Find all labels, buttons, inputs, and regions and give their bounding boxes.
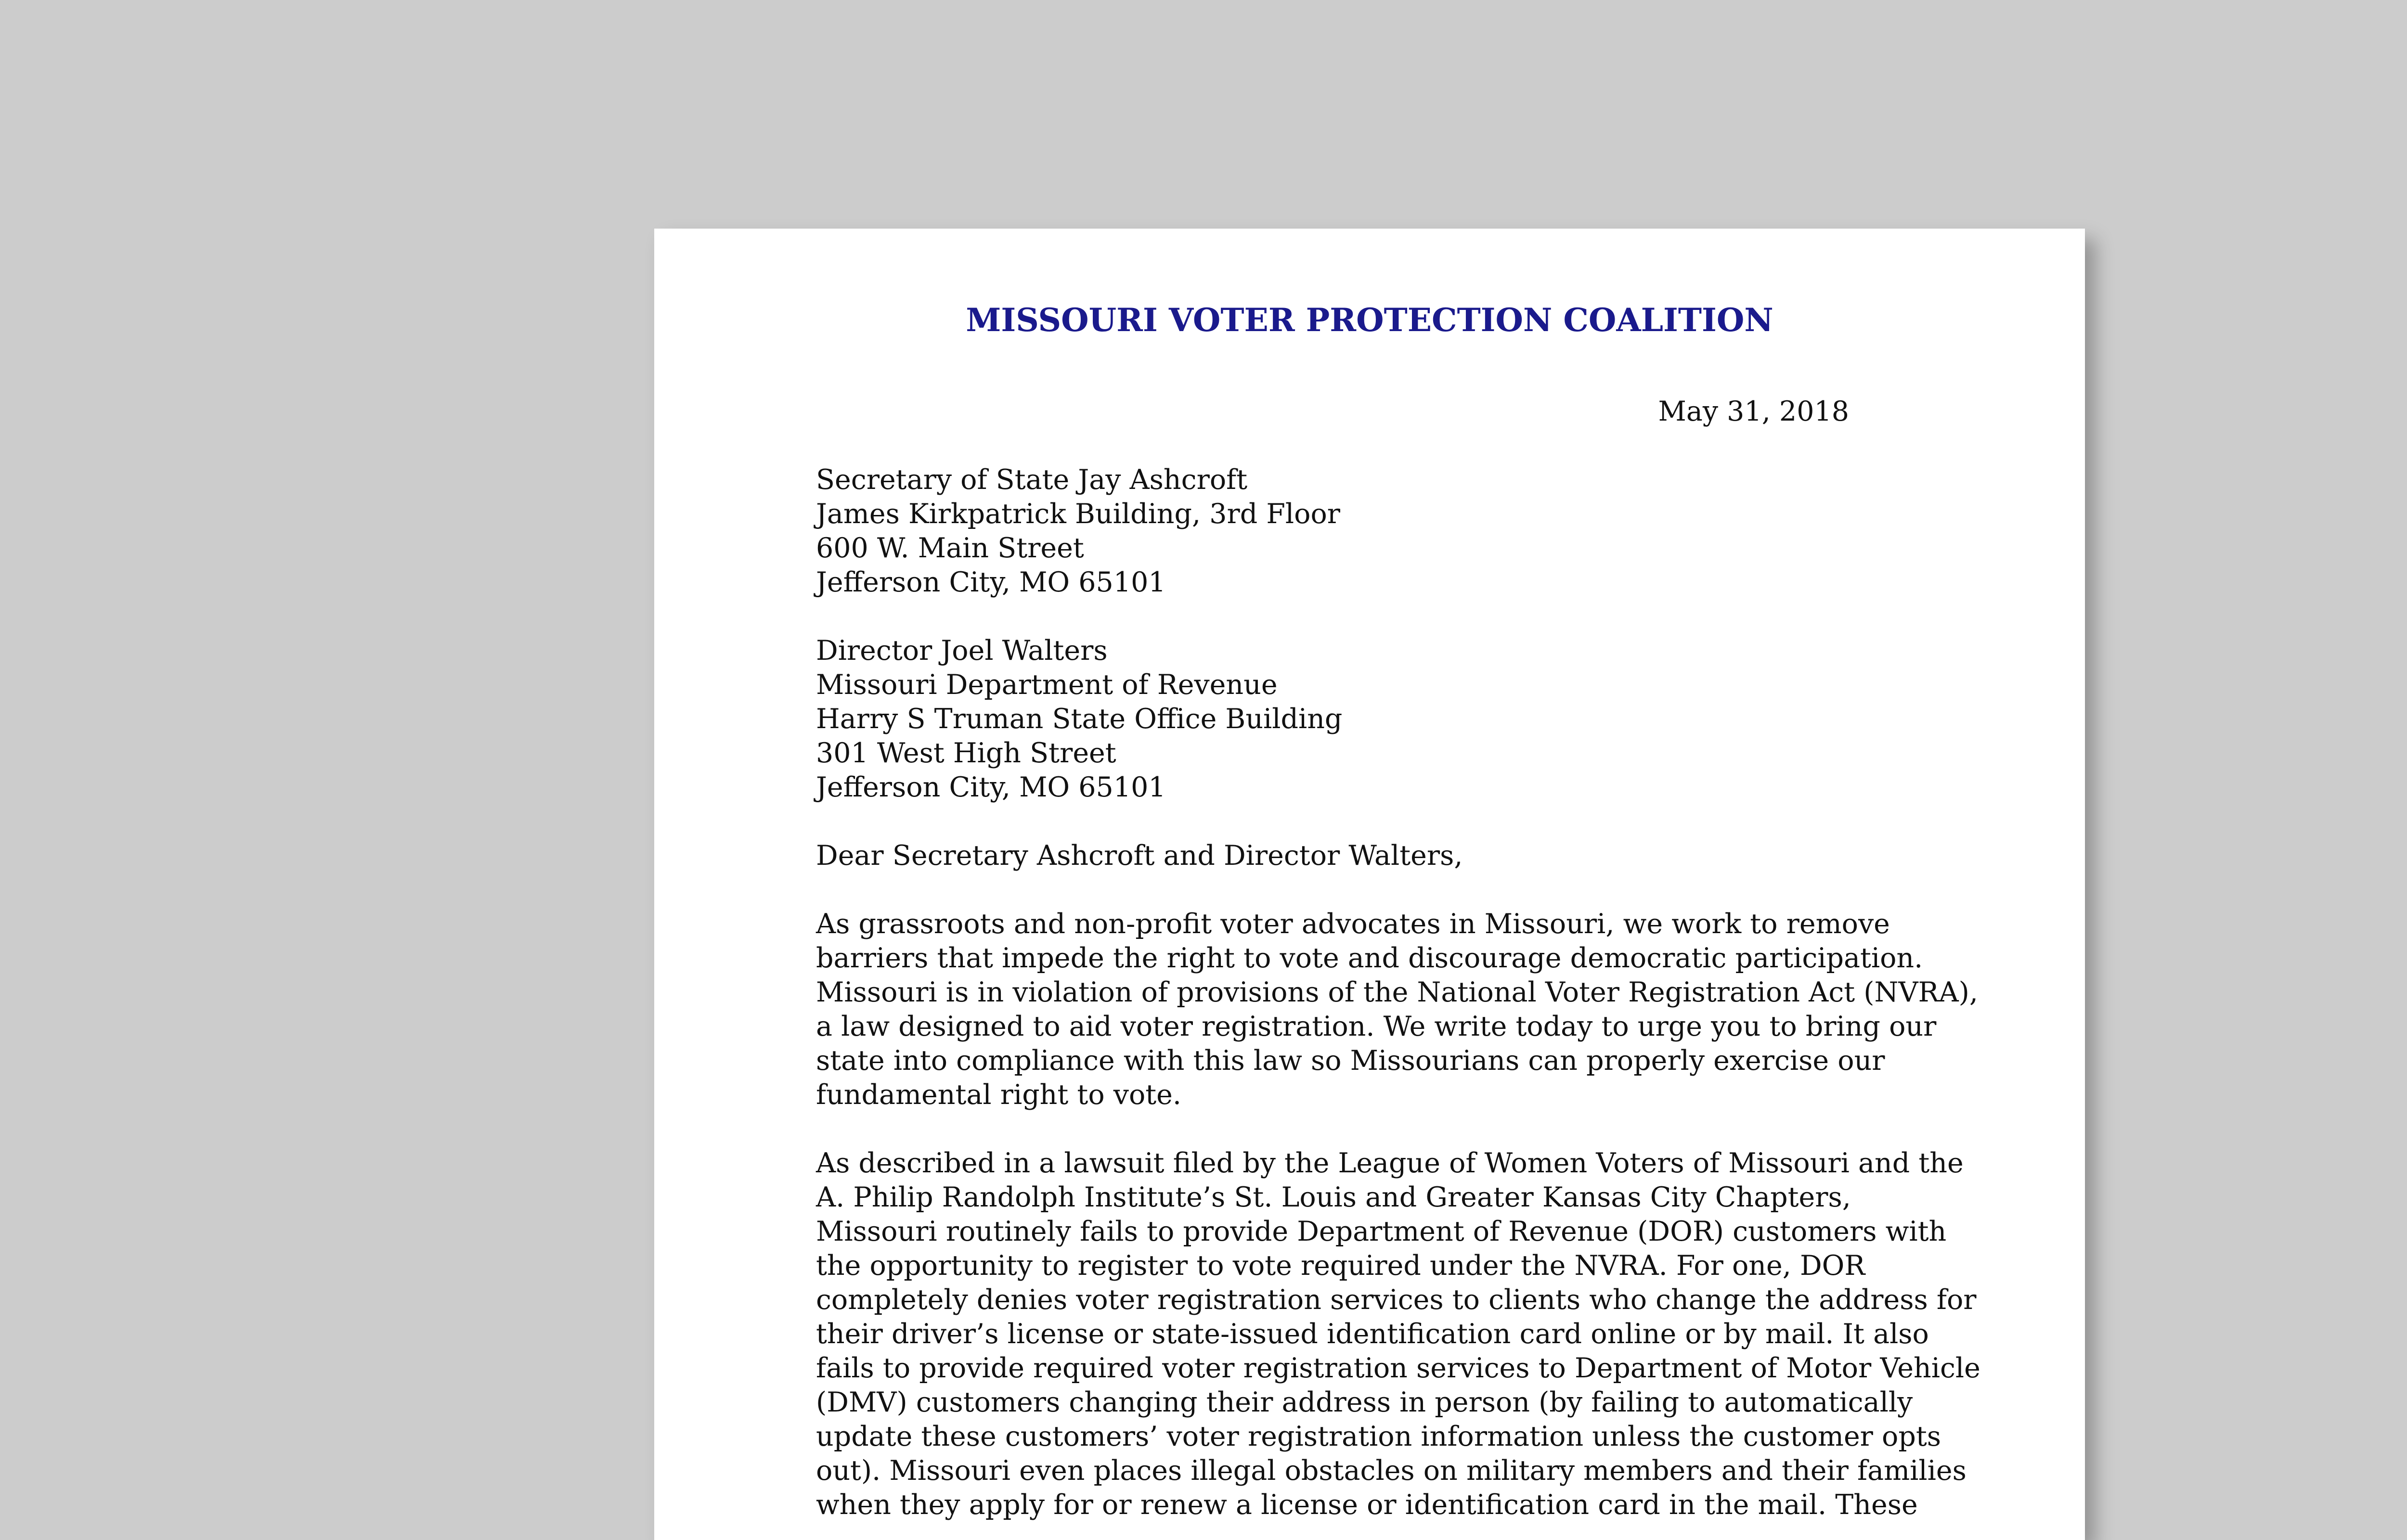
address-line: Harry S Truman State Office Building [816,703,1343,735]
address-line: Jefferson City, MO 65101 [816,771,1166,803]
salutation [816,839,1971,873]
paragraph-lawsuit [816,1146,1980,1522]
salutation-text: Dear Secretary Ashcroft and Director Walters, [816,840,1463,872]
paragraph-line: a law designed to aid voter registration. We write today to urge you to bring our [816,1011,1937,1042]
paragraph-line: barriers that impede the right to vote and discourage democratic participation. [816,942,1923,974]
recipient-address-ashcroft [816,463,1971,600]
paragraph-intro [816,907,1978,1112]
address-line: Jefferson City, MO 65101 [816,566,1166,598]
address-line: Secretary of State Jay Ashcroft [816,464,1248,496]
paragraph-line: As grassroots and non-profit voter advocates in Missouri, we work to remove [816,908,1890,940]
letter-page [654,229,2085,1540]
paragraph-line: completely denies voter registration services to clients who change the address for [816,1284,1977,1316]
letter-date: May 31, 2018 [1658,396,1849,427]
paragraph-line: their driver’s license or state-issued identification card online or by mail. It also [816,1318,1929,1350]
paragraph-line: fails to provide required voter registration services to Department of Motor Vehicle [816,1352,1980,1384]
address-line: James Kirkpatrick Building, 3rd Floor [816,498,1341,530]
paragraph-line: As described in a lawsuit filed by the League of Women Voters of Missouri and the [816,1147,1964,1179]
paragraph-line: Missouri routinely fails to provide Department of Revenue (DOR) customers with [816,1216,1947,1247]
address-line: Director Joel Walters [816,635,1108,667]
letterhead-title: MISSOURI VOTER PROTECTION COALITION [966,301,1773,339]
paragraph-line: fundamental right to vote. [816,1079,1182,1111]
paragraph-line: when they apply for or renew a license or identification card in the mail. These [816,1489,1918,1521]
address-line: Missouri Department of Revenue [816,669,1278,701]
address-line: 600 W. Main Street [816,532,1084,564]
paragraph-line: Missouri is in violation of provisions of the National Voter Registration Act (NVRA), [816,976,1978,1008]
paragraph-line: update these customers’ voter registration information unless the customer opts [816,1421,1941,1452]
paragraph-line: A. Philip Randolph Institute’s St. Louis and Greater Kansas City Chapters, [816,1181,1851,1213]
letter-body [816,463,1980,1540]
address-line: 301 West High Street [816,737,1116,769]
paragraph-line: the opportunity to register to vote required under the NVRA. For one, DOR [816,1250,1865,1282]
paragraph-line: state into compliance with this law so Missourians can properly exercise our [816,1045,1885,1077]
paragraph-line: out). Missouri even places illegal obstacles on military members and their families [816,1455,1967,1487]
paragraph-line: (DMV) customers changing their address in person (by failing to automatically [816,1386,1913,1418]
recipient-address-walters [816,634,1971,805]
